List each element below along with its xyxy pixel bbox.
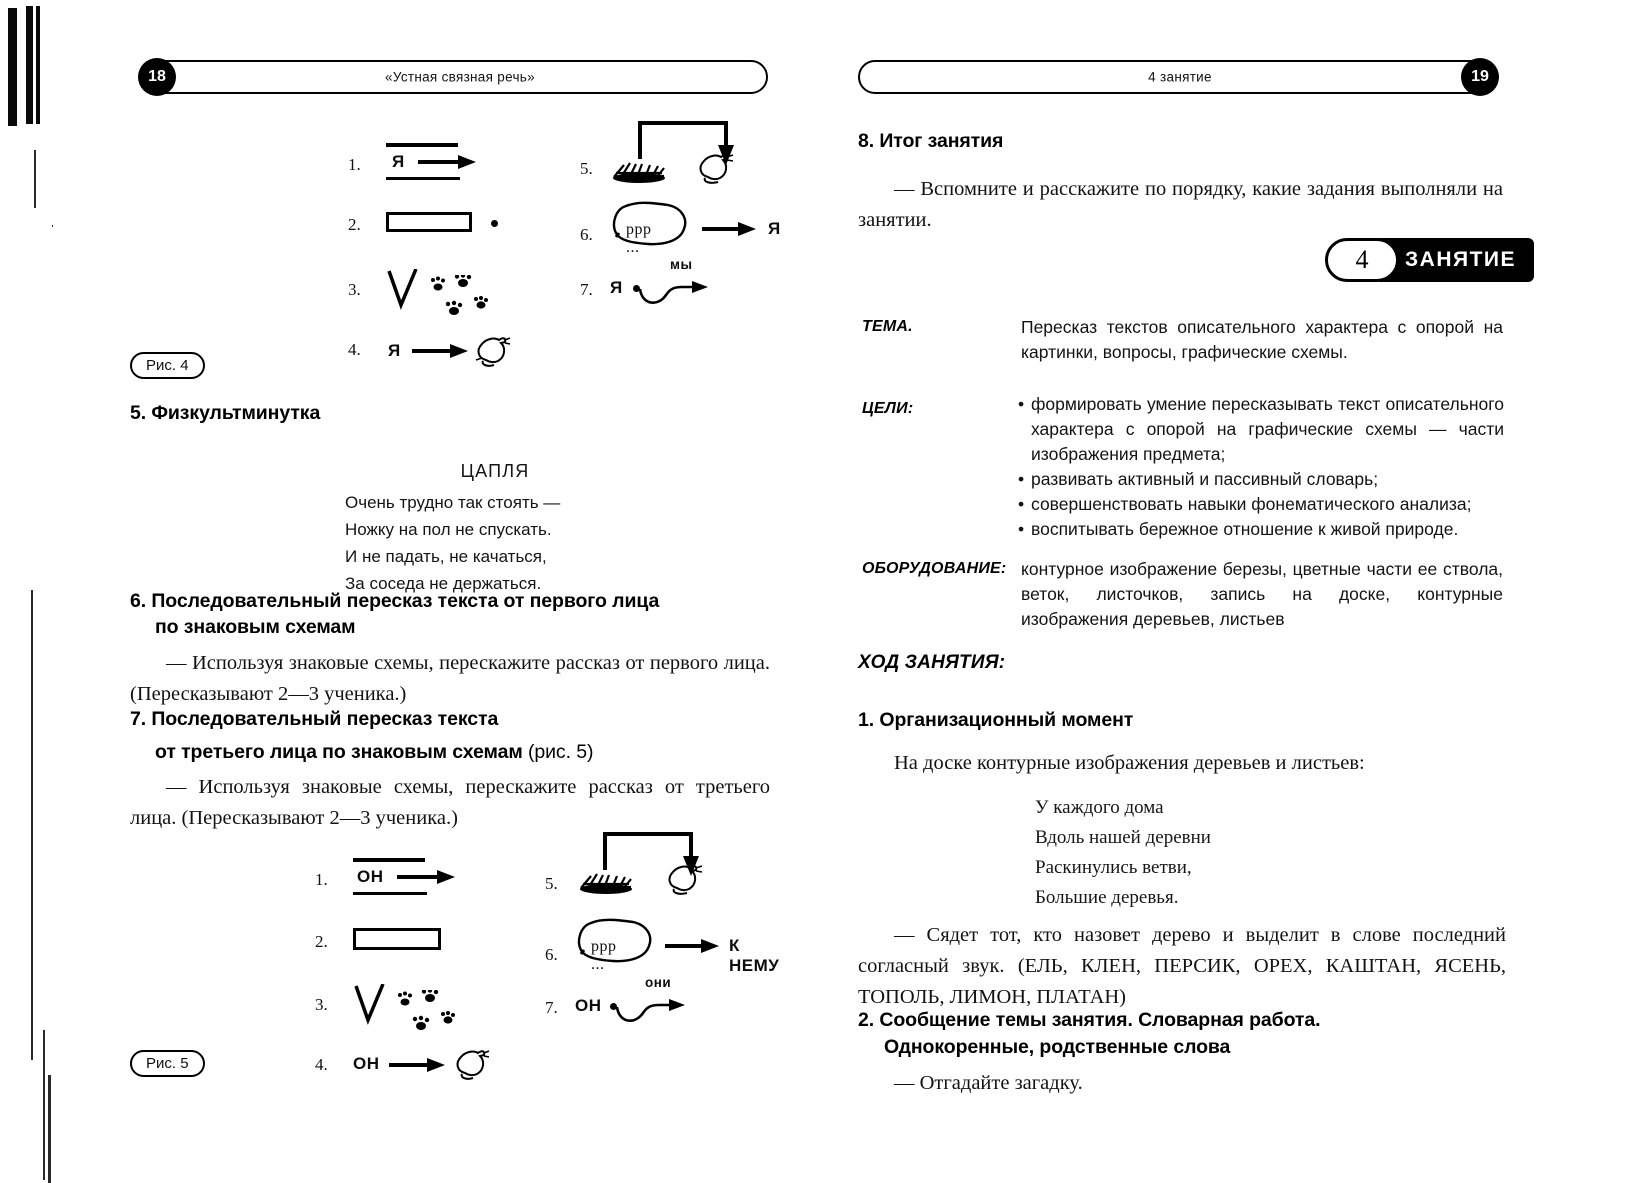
scan-artifact xyxy=(52,225,53,227)
meta-value-tema: Пересказ текстов описательного характера с опорой на картинки, вопросы, графические схемы. xyxy=(1021,317,1503,362)
scan-artifact xyxy=(36,6,40,124)
curved-arrow-icon xyxy=(615,993,687,1029)
section-8-title: 8. Итог занятия xyxy=(858,130,1004,152)
top-rule xyxy=(353,858,425,862)
checkmark-icon xyxy=(386,269,426,311)
running-head-left-label: «Устная связная речь» xyxy=(385,69,535,85)
section-8-body: — Вспомните и расскажите по порядку, какие задания выполняли на занятии. xyxy=(858,178,1503,231)
arrow-icon xyxy=(702,221,758,237)
scan-artifact xyxy=(34,150,36,208)
figure5-item-2-number: 2. xyxy=(315,932,328,951)
page-number-badge-right: 19 xyxy=(1461,58,1499,96)
figure4-item-7-target: мы xyxy=(670,257,693,272)
chick-icon xyxy=(451,1043,493,1083)
figure5-item-1-number: 1. xyxy=(315,870,328,889)
figure4-item-5-number: 5. xyxy=(580,159,593,178)
figure5-item-7-target: они xyxy=(645,975,672,990)
chick-icon xyxy=(694,147,738,189)
poem-line: За соседа не держаться. xyxy=(345,574,542,593)
section-1-body: На доске контурные изображения деревьев и листьев: xyxy=(894,752,1365,774)
bottom-rule xyxy=(386,177,460,180)
scan-artifact xyxy=(31,590,33,1060)
figure-5-caption-label: Рис. 5 xyxy=(146,1055,189,1072)
figure-4 xyxy=(330,125,780,375)
figure5-item-7-label: ОН xyxy=(575,996,602,1015)
figure5-item-6-number: 6. xyxy=(545,945,558,964)
chick-icon xyxy=(472,330,514,370)
figure4-item-4-number: 4. xyxy=(348,340,361,359)
paw-prints-icon xyxy=(395,990,463,1036)
rectangle-shape xyxy=(353,928,441,950)
section-6-title-line2: по знаковым схемам xyxy=(155,616,356,638)
meta-value-oborudovanie: контурное изображение березы, цветные части ее ствола, веток, листочков, запись на доске, контурные изображения деревьев, листьев xyxy=(1021,559,1503,629)
arrow-icon xyxy=(397,869,457,885)
section-7-title-line2-text: от третьего лица по знаковым схемам xyxy=(155,741,523,763)
figure4-item-1-label: Я xyxy=(392,152,405,171)
verse-line: Вдоль нашей деревни xyxy=(1035,827,1211,848)
meta-label-celi: ЦЕЛИ: xyxy=(862,400,914,417)
figure5-item-3-number: 3. xyxy=(315,995,328,1014)
section-5-title: 5. Физкультминутка xyxy=(130,402,321,424)
lesson-badge-number: 4 xyxy=(1325,238,1399,282)
poem-line: Ножку на пол не спускать. xyxy=(345,520,552,539)
dot-shape xyxy=(491,220,498,227)
meta-value-celi xyxy=(1018,392,1504,542)
page-number-badge-left: 18 xyxy=(138,58,176,96)
poem-line: Очень трудно так стоять — xyxy=(345,493,561,512)
top-rule xyxy=(386,143,458,147)
bottom-rule xyxy=(353,892,427,895)
scan-artifact xyxy=(26,6,33,124)
figure4-item-7-label: Я xyxy=(610,278,623,297)
section-1-title: 1. Организационный момент xyxy=(858,709,1134,731)
paw-prints-icon xyxy=(428,275,496,321)
figure5-item-6-label: ррр ... xyxy=(591,938,617,973)
section-6-title-line1: 6. Последовательный пересказ текста от первого лица xyxy=(130,590,660,612)
figure-5 xyxy=(305,840,780,1074)
scan-artifact xyxy=(8,8,17,126)
meta-label-oborudovanie: ОБОРУДОВАНИЕ: xyxy=(862,560,1007,577)
section-2-body: — Отгадайте загадку. xyxy=(894,1072,1083,1094)
figure-4-caption xyxy=(130,352,205,379)
nest-icon xyxy=(577,872,635,896)
meta-label-tema: ТЕМА. xyxy=(862,318,913,335)
verse-line: У каждого дома xyxy=(1035,797,1164,818)
section-1-task: — Сядет тот, кто назовет дерево и выделит в слове последний согласный звук. (ЕЛЬ, КЛЕН, ПЕРСИК, ОРЕХ, КАШТАН, ЯСЕНЬ, ТОПОЛЬ, ЛИМОН, ПЛАТАН) xyxy=(858,924,1506,1008)
running-head-right-label: 4 занятие xyxy=(1148,69,1212,85)
figure-4-caption-label: Рис. 4 xyxy=(146,357,189,374)
checkmark-icon xyxy=(353,984,393,1026)
section-2-title-line2: Однокоренные, родственные слова xyxy=(884,1036,1231,1058)
figure5-item-5-number: 5. xyxy=(545,874,558,893)
figure5-item-4-label: ОН xyxy=(353,1054,380,1073)
figure4-item-6-label: ррр ... xyxy=(626,221,652,256)
figure4-item-7-number: 7. xyxy=(580,280,593,299)
poem-tsaplya xyxy=(345,458,645,597)
figure5-item-1-label: ОН xyxy=(357,867,384,886)
figure4-item-4-label: Я xyxy=(388,341,401,360)
section-7-title-line1: 7. Последовательный пересказ текста xyxy=(130,708,499,730)
verse-line: Раскинулись ветви, xyxy=(1035,857,1192,878)
lesson-badge-word: ЗАНЯТИЕ xyxy=(1379,238,1534,282)
curved-arrow-icon xyxy=(638,275,710,311)
figure4-item-2-number: 2. xyxy=(348,215,361,234)
figure5-item-4-number: 4. xyxy=(315,1055,328,1074)
verse-trees xyxy=(1035,793,1355,913)
hod-zanyatiya-title: ХОД ЗАНЯТИЯ: xyxy=(858,652,1006,673)
figure5-item-7-number: 7. xyxy=(545,998,558,1017)
poem-title: ЦАПЛЯ xyxy=(460,461,530,481)
arrow-icon xyxy=(389,1057,447,1073)
section-7-figure-ref: (рис. 5) xyxy=(522,741,594,763)
scan-artifact xyxy=(48,1075,51,1183)
celi-item: • развивать активный и пассивный словарь; xyxy=(1018,467,1504,492)
figure4-item-3-number: 3. xyxy=(348,280,361,299)
section-7-body: — Используя знаковые схемы, перескажите рассказ от третьего лица. (Пересказывают 2—3 ученика.) xyxy=(130,776,770,829)
section-6-body: — Используя знаковые схемы, перескажите рассказ от первого лица. (Пересказывают 2—3 ученика.) xyxy=(130,652,770,705)
poem-line: И не падать, не качаться, xyxy=(345,547,547,566)
section-2-title-line1: 2. Сообщение темы занятия. Словарная работа. xyxy=(858,1009,1321,1031)
figure4-item-6-number: 6. xyxy=(580,225,593,244)
figure4-item-6-target: Я xyxy=(768,219,781,238)
nest-icon xyxy=(610,161,668,185)
arrow-icon xyxy=(418,154,478,170)
scan-artifact xyxy=(43,1030,45,1180)
chick-icon xyxy=(663,858,707,900)
rectangle-shape xyxy=(386,212,472,232)
section-7-title-line2 xyxy=(155,741,593,764)
celi-item: • совершенствовать навыки фонематического анализа; xyxy=(1018,492,1504,517)
figure-5-caption xyxy=(130,1050,205,1077)
verse-line: Большие деревья. xyxy=(1035,887,1179,908)
figure5-item-6-target: К НЕМУ xyxy=(729,936,780,975)
figure4-item-1-number: 1. xyxy=(348,155,361,174)
celi-item: • формировать умение пересказывать текст описательного характера с опорой на графические схемы — части изображения предмета; xyxy=(1018,392,1504,467)
celi-item: • воспитывать бережное отношение к живой природе. xyxy=(1018,517,1504,542)
arrow-icon xyxy=(412,343,470,359)
lesson-badge xyxy=(1325,238,1534,282)
arrow-icon xyxy=(665,938,721,954)
